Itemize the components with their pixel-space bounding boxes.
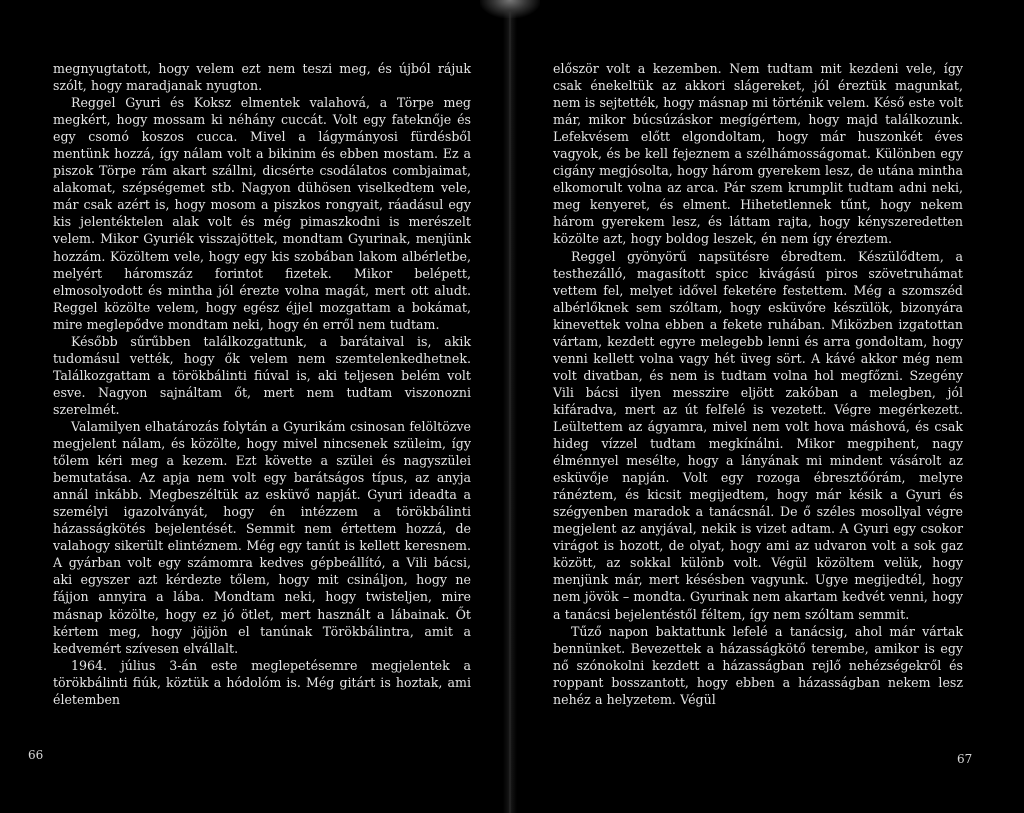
book-gutter	[503, 0, 517, 813]
left-paragraph-5: 1964. július 3-án este meglepetésemre megjelentek a törökbálinti fiúk, köztük a hódolóm is. Még gitárt is hoztak, ami életemben	[53, 657, 471, 707]
right-page	[553, 60, 963, 708]
left-page	[53, 60, 471, 708]
left-paragraph-4: Valamilyen elhatározás folytán a Gyurikám csinosan felöltözve megjelent nálam, és közölte, hogy mivel nincsenek szüleim, így tőlem kéri meg a kezem. Ezt követte a szülei és nagyszülei bemutatása. Az apja nem volt egy barátságos típus, az anyja annál inkább. Megbeszéltük az esküvő napját. Gyuri ideadta a személyi igazolványát, hogy én intézzem a törökbálinti házasságkötés bejelentését. Semmit nem értettem hozzá, de valahogy sikerült elintéznem. Még egy tanút is kellett keresnem. A gyárban volt egy számomra kedves gépbeállító, a Vili bácsi, aki egyszer azt kérdezte tőlem, hogy mit csináljon, hogy ne fájjon annyira a lába. Mondtam neki, hogy twisteljen, mire másnap közölte, hogy ez jó ötlet, mert használt a lábainak. Őt kértem meg, hogy jöjjön el tanúnak Törökbálintra, amit a kedvemért szívesen elvállalt.	[53, 418, 471, 656]
left-paragraph-1: megnyugtatott, hogy velem ezt nem teszi meg, és újból rájuk szólt, hogy maradjanak nyugton.	[53, 61, 471, 94]
left-page-text	[53, 60, 471, 708]
right-paragraph-2: Reggel gyönyörű napsütésre ébredtem. Készülődtem, a testhezálló, magasított spicc kivágású piros szövetruhámat vettem fel, melyet idővel feketére festettem. Még a szomszéd albérlőknek sem szóltam, hogy esküvőre készülök, bizonyára kinevettek volna ebben a fekete ruhában. Miközben izgatottan vártam, kezdett egyre melegebb lenni és arra gondoltam, hogy venni kellett volna vagy hét üveg sört. A kávé akkor még nem volt divatban, és nem is tudtam volna hol megfőzni. Szegény Vili bácsi ilyen messzire eljött zakóban a melegben, jól kifáradva, mert az út felfelé is vezetett. Végre megérkezett. Leültettem az ágyamra, mivel nem volt hova máshová, és csak hideg vízzel tudtam megkínálni. Mikor megpihent, nagy élménnyel mesélte, hogy a lányának mi mindent vásárolt az esküvője napján. Volt egy rozoga ébresztőórám, melyre ránéztem, és kicsit megijedtem, hogy már késik a Gyuri és szégyenben maradok a tanácsnál. De ő széles mosollyal végre megjelent az anyjával, nekik is vizet adtam. A Gyuri egy csokor virágot is hozott, de olyat, hogy ami az udvaron volt a sok gaz között, az sokkal különb volt. Végül közöltem velük, hogy menjünk már, mert késésben vagyunk. Ugye megijedtél, hogy nem jövök – mondta. Gyurinak nem akartam kedvét venni, hogy a tanácsi bejelentéstől féltem, így nem szóltam semmit.	[553, 248, 963, 622]
right-page-number: 67	[957, 752, 973, 766]
left-paragraph-3: Később sűrűbben találkozgattunk, a barátaival is, akik tudomásul vették, hogy ők velem nem szemtelenkedhetnek. Találkozgattam a törökbálinti fiúval is, aki teljesen belém volt esve. Nagyon sajnáltam őt, mert nem tudtam viszonozni szerelmét.	[53, 333, 471, 417]
left-paragraph-2: Reggel Gyuri és Koksz elmentek valahová, a Törpe meg megkért, hogy mossam ki néhány cuccát. Volt egy fateknője és egy csomó koszos cucca. Mivel a lágymányosi fürdésből mentünk hozzá, így nálam volt a bikinim és ebben mostam. Ez a piszok Törpe rám akart szállni, dicsérte csodálatos combjaimat, alakomat, szépségemet stb. Nagyon dühösen viselkedtem vele, már csak azért is, hogy mosom a piszkos rongyait, ráadásul egy kis jelentéktelen alak volt és még pimaszkodni is merészelt velem. Mikor Gyuriék visszajöttek, mondtam Gyurinak, menjünk hozzám. Közöltem vele, hogy egy kis szobában lakom albérletbe, melyért háromszáz forintot fizetek. Mikor belépett, elmosolyodott és mintha jól érezte volna magát, mert ott aludt. Reggel közölte velem, hogy egész éjjel mozgattam a bokámat, mire meglepődve mondtam neki, hogy én erről nem tudtam.	[53, 95, 471, 332]
gutter-shadow	[480, 0, 540, 18]
left-page-number: 66	[28, 748, 44, 762]
right-paragraph-1: először volt a kezemben. Nem tudtam mit kezdeni vele, így csak énekeltük az akkori slágereket, jól éreztük magunkat, nem is sejtették, hogy másnap mi történik velem. Késő este volt már, mikor búcsúzáskor megígértem, hogy majd találkozunk. Lefekvésem előtt elgondoltam, hogy már huszonkét éves vagyok, és be kell fejeznem a szélhámosságomat. Különben egy cigány megjósolta, hogy három gyerekem lesz, de utána mintha elkomorult volna az arca. Pár szem krumplit tudtam adni neki, meg kenyeret, és elment. Hihetetlennek tűnt, hogy nekem három gyerekem lesz, és láttam rajta, hogy kényszeredetten közölte azt, hogy boldog leszek, én nem így éreztem.	[553, 61, 963, 247]
right-page-text	[553, 60, 963, 708]
right-paragraph-3: Tűző napon baktattunk lefelé a tanácsig, ahol már vártak bennünket. Bevezettek a házasságkötő terembe, amikor is egy nő szónokolni kezdett a házasságban rejlő nehézségekről és roppant bosszantott, hogy ebben a házasságban nekem lesz nehéz a helyzetem. Végül	[553, 623, 963, 707]
